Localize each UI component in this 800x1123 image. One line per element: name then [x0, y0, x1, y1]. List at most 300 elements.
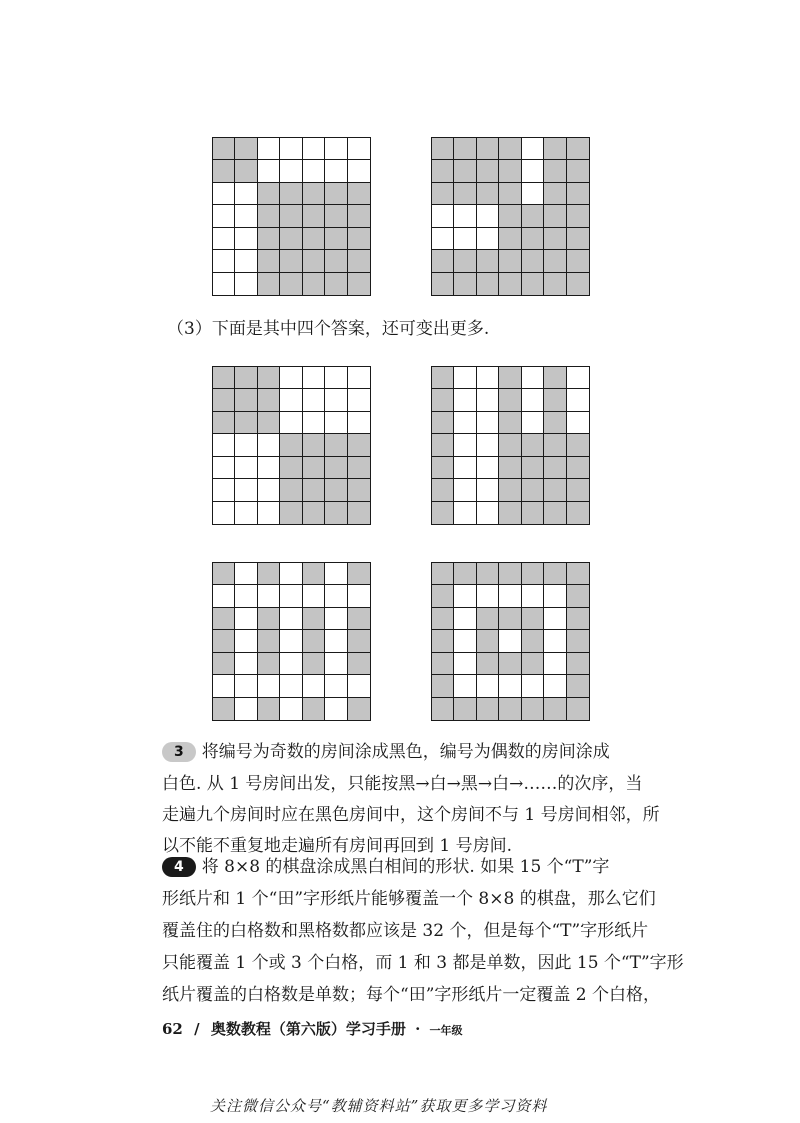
grid-cell-shaded	[303, 205, 325, 227]
grid-cell-shaded	[258, 608, 280, 630]
grid-cell-shaded	[258, 412, 280, 434]
grid-cell-shaded	[454, 138, 476, 160]
watermark-text: 关注微信公众号“教辅资料站”获取更多学习资料	[210, 1097, 548, 1115]
grid-cell-shaded	[567, 653, 589, 675]
grid-cell-blank	[303, 160, 325, 182]
grid-cell-blank	[567, 367, 589, 389]
para3-line-2: 白色. 从 1 号房间出发，只能按黑→白→黑→白→……的次序，当	[162, 774, 643, 794]
grid-cell-shaded	[303, 479, 325, 501]
grid-cell-shaded	[325, 250, 347, 272]
grid-cell-blank	[325, 608, 347, 630]
grid-cell-shaded	[499, 412, 521, 434]
grid-cell-blank	[454, 608, 476, 630]
grid-cell-shaded	[213, 630, 235, 652]
grid-cell-blank	[213, 250, 235, 272]
grid-cell-blank	[303, 412, 325, 434]
grid-cell-shaded	[432, 138, 454, 160]
grid-cell-blank	[325, 698, 347, 720]
grade-label: 一年级	[429, 1024, 463, 1037]
grid-cell-shaded	[303, 653, 325, 675]
grid-cell-shaded	[348, 563, 370, 585]
grid-cell-blank	[235, 479, 257, 501]
grid-cell-blank	[522, 389, 544, 411]
grid-cell-shaded	[499, 228, 521, 250]
grid-cell-shaded	[522, 457, 544, 479]
grid-cell-shaded	[499, 563, 521, 585]
grid-cell-shaded	[258, 367, 280, 389]
grid-cell-shaded	[303, 698, 325, 720]
grid-cell-shaded	[432, 608, 454, 630]
grid-cell-shaded	[544, 563, 566, 585]
grid-cell-shaded	[303, 228, 325, 250]
grid-cell-shaded	[477, 250, 499, 272]
grid-cell-shaded	[348, 630, 370, 652]
grid-cell-shaded	[522, 563, 544, 585]
grid-cell-shaded	[213, 608, 235, 630]
grid-cell-blank	[325, 563, 347, 585]
grid-cell-blank	[280, 412, 302, 434]
grid-cell-blank	[454, 412, 476, 434]
grid-cell-blank	[348, 138, 370, 160]
grid-cell-blank	[258, 138, 280, 160]
grid-cell-shaded	[544, 434, 566, 456]
para3-line-1	[162, 741, 610, 763]
grid-cell-shaded	[567, 675, 589, 697]
grid-figure-mid-right	[431, 366, 590, 525]
grid-cell-blank	[477, 585, 499, 607]
grid-cell-shaded	[499, 250, 521, 272]
para3-line-3: 走遍九个房间时应在黑色房间中，这个房间不与 1 号房间相邻，所	[162, 805, 660, 825]
grid-cell-blank	[454, 389, 476, 411]
grid-cell-blank	[325, 653, 347, 675]
grid-cell-shaded	[280, 205, 302, 227]
grid-cell-shaded	[432, 698, 454, 720]
grid-cell-blank	[235, 502, 257, 524]
grid-cell-shaded	[522, 434, 544, 456]
grid-figure-top-right	[431, 137, 590, 296]
grid-cell-shaded	[522, 608, 544, 630]
grid-cell-shaded	[235, 412, 257, 434]
grid-cell-shaded	[522, 698, 544, 720]
grid-cell-blank	[477, 675, 499, 697]
grid-cell-shaded	[454, 563, 476, 585]
grid-cell-shaded	[213, 389, 235, 411]
grid-cell-blank	[477, 389, 499, 411]
grid-cell-shaded	[567, 457, 589, 479]
grid-cell-shaded	[303, 273, 325, 295]
grid-cell-blank	[280, 675, 302, 697]
grid-cell-shaded	[303, 608, 325, 630]
grid-cell-shaded	[432, 183, 454, 205]
grid-cell-shaded	[567, 502, 589, 524]
para3-text-1: 将编号为奇数的房间涂成黑色，编号为偶数的房间涂成	[201, 742, 610, 762]
grid-cell-shaded	[432, 630, 454, 652]
grid-cell-blank	[280, 389, 302, 411]
grid-cell-shaded	[454, 698, 476, 720]
grid-cell-blank	[567, 389, 589, 411]
grid-cell-blank	[454, 205, 476, 227]
grid-cell-blank	[235, 585, 257, 607]
grid-cell-shaded	[325, 502, 347, 524]
grid-cell-shaded	[544, 457, 566, 479]
grid-cell-blank	[499, 675, 521, 697]
grid-cell-shaded	[303, 502, 325, 524]
grid-cell-shaded	[544, 412, 566, 434]
grid-cell-blank	[348, 160, 370, 182]
grid-cell-blank	[280, 698, 302, 720]
grid-cell-blank	[235, 653, 257, 675]
grid-cell-shaded	[522, 479, 544, 501]
grid-cell-shaded	[477, 138, 499, 160]
grid-figure-mid-left	[212, 366, 371, 525]
grid-cell-blank	[544, 585, 566, 607]
grid-cell-shaded	[499, 160, 521, 182]
answer-3-badge: 3	[162, 742, 196, 762]
grid-cell-blank	[258, 675, 280, 697]
grid-cell-blank	[454, 502, 476, 524]
grid-cell-shaded	[348, 228, 370, 250]
grid-cell-shaded	[432, 412, 454, 434]
grid-cell-shaded	[544, 479, 566, 501]
grid-cell-shaded	[258, 630, 280, 652]
grid-cell-blank	[235, 457, 257, 479]
grid-cell-blank	[235, 675, 257, 697]
grid-cell-shaded	[303, 183, 325, 205]
grid-cell-shaded	[544, 502, 566, 524]
grid-cell-shaded	[258, 698, 280, 720]
grid-cell-shaded	[499, 653, 521, 675]
grid-cell-blank	[544, 653, 566, 675]
grid-cell-blank	[303, 138, 325, 160]
para4-line-3: 覆盖住的白格数和黑格数都应该是 32 个，但是每个“T”字形纸片	[162, 921, 649, 941]
grid-cell-shaded	[477, 653, 499, 675]
grid-cell-shaded	[303, 457, 325, 479]
grid-cell-blank	[325, 675, 347, 697]
grid-cell-blank	[477, 412, 499, 434]
grid-cell-blank	[477, 228, 499, 250]
grid-cell-shaded	[280, 250, 302, 272]
grid-cell-blank	[235, 630, 257, 652]
grid-cell-blank	[280, 160, 302, 182]
grid-cell-shaded	[258, 653, 280, 675]
grid-cell-shaded	[477, 563, 499, 585]
grid-cell-blank	[303, 389, 325, 411]
grid-cell-shaded	[325, 205, 347, 227]
grid-cell-shaded	[213, 367, 235, 389]
grid-cell-shaded	[325, 273, 347, 295]
book-title: 奥数教程（第六版）学习手册	[210, 1020, 406, 1038]
grid-cell-shaded	[213, 412, 235, 434]
grid-cell-shaded	[348, 434, 370, 456]
para4-line-1	[162, 856, 609, 878]
grid-cell-shaded	[348, 273, 370, 295]
grid-cell-blank	[477, 502, 499, 524]
grid-cell-shaded	[499, 138, 521, 160]
grid-cell-shaded	[522, 273, 544, 295]
grid-cell-shaded	[258, 389, 280, 411]
grid-cell-blank	[522, 367, 544, 389]
grid-cell-blank	[325, 630, 347, 652]
grid-cell-blank	[258, 585, 280, 607]
grid-cell-shaded	[303, 563, 325, 585]
grid-cell-blank	[432, 205, 454, 227]
grid-cell-blank	[235, 698, 257, 720]
grid-cell-shaded	[454, 273, 476, 295]
grid-cell-shaded	[567, 563, 589, 585]
grid-cell-shaded	[280, 434, 302, 456]
grid-cell-blank	[348, 367, 370, 389]
grid-cell-shaded	[280, 228, 302, 250]
grid-cell-blank	[213, 502, 235, 524]
grid-cell-shaded	[499, 502, 521, 524]
grid-cell-shaded	[499, 479, 521, 501]
grid-cell-shaded	[432, 653, 454, 675]
grid-cell-blank	[477, 205, 499, 227]
grid-cell-shaded	[567, 585, 589, 607]
grid-cell-shaded	[522, 653, 544, 675]
grid-cell-blank	[454, 653, 476, 675]
grid-cell-shaded	[348, 502, 370, 524]
grid-cell-shaded	[348, 479, 370, 501]
grid-cell-shaded	[477, 630, 499, 652]
grid-cell-shaded	[567, 138, 589, 160]
grid-cell-shaded	[544, 698, 566, 720]
grid-cell-blank	[235, 563, 257, 585]
page-footer	[162, 1018, 463, 1039]
grid-cell-shaded	[280, 183, 302, 205]
answer-4-badge: 4	[162, 857, 196, 877]
grid-cell-shaded	[544, 138, 566, 160]
grid-cell-blank	[522, 138, 544, 160]
grid-cell-shaded	[325, 434, 347, 456]
grid-cell-blank	[477, 367, 499, 389]
grid-cell-shaded	[213, 160, 235, 182]
grid-cell-blank	[235, 608, 257, 630]
grid-cell-shaded	[499, 273, 521, 295]
grid-cell-shaded	[258, 563, 280, 585]
grid-cell-blank	[325, 412, 347, 434]
grid-cell-shaded	[477, 183, 499, 205]
grid-cell-blank	[499, 630, 521, 652]
grid-cell-blank	[544, 608, 566, 630]
grid-cell-shaded	[499, 389, 521, 411]
grid-cell-blank	[280, 630, 302, 652]
grid-cell-shaded	[544, 389, 566, 411]
grid-cell-blank	[303, 367, 325, 389]
grid-cell-blank	[522, 675, 544, 697]
grid-cell-shaded	[348, 608, 370, 630]
grid-cell-blank	[544, 675, 566, 697]
grid-cell-shaded	[432, 250, 454, 272]
grid-cell-blank	[522, 183, 544, 205]
grid-cell-shaded	[544, 160, 566, 182]
grid-cell-shaded	[567, 228, 589, 250]
grid-cell-shaded	[499, 205, 521, 227]
grid-cell-shaded	[522, 250, 544, 272]
grid-cell-shaded	[303, 630, 325, 652]
grid-cell-shaded	[567, 205, 589, 227]
grid-cell-shaded	[213, 653, 235, 675]
grid-cell-shaded	[477, 273, 499, 295]
grid-cell-shaded	[567, 608, 589, 630]
grid-cell-blank	[213, 675, 235, 697]
grid-cell-blank	[522, 585, 544, 607]
grid-cell-shaded	[280, 457, 302, 479]
grid-cell-blank	[258, 434, 280, 456]
grid-cell-blank	[235, 273, 257, 295]
grid-cell-shaded	[432, 675, 454, 697]
para4-line-4: 只能覆盖 1 个或 3 个白格，而 1 和 3 都是单数，因此 15 个“T”字形	[162, 953, 684, 973]
grid-cell-shaded	[348, 183, 370, 205]
grid-cell-shaded	[544, 367, 566, 389]
grid-cell-shaded	[499, 698, 521, 720]
footer-slash: /	[194, 1020, 200, 1038]
grid-cell-shaded	[499, 434, 521, 456]
grid-cell-shaded	[567, 160, 589, 182]
grid-cell-shaded	[499, 367, 521, 389]
grid-cell-shaded	[567, 273, 589, 295]
para4-line-2: 形纸片和 1 个“田”字形纸片能够覆盖一个 8×8 的棋盘，那么它们	[162, 889, 656, 909]
grid-cell-shaded	[522, 502, 544, 524]
grid-cell-shaded	[499, 457, 521, 479]
grid-cell-blank	[325, 138, 347, 160]
grid-cell-blank	[213, 183, 235, 205]
grid-cell-shaded	[432, 563, 454, 585]
grid-cell-shaded	[213, 563, 235, 585]
grid-figure-top-left	[212, 137, 371, 296]
grid-cell-shaded	[303, 250, 325, 272]
grid-cell-blank	[213, 434, 235, 456]
grid-cell-shaded	[280, 479, 302, 501]
page-number: 62	[162, 1020, 183, 1038]
grid-cell-shaded	[325, 457, 347, 479]
grid-cell-shaded	[454, 160, 476, 182]
grid-cell-shaded	[348, 457, 370, 479]
grid-cell-blank	[432, 228, 454, 250]
grid-cell-shaded	[477, 608, 499, 630]
grid-cell-shaded	[544, 205, 566, 227]
grid-cell-shaded	[432, 585, 454, 607]
grid-cell-shaded	[348, 653, 370, 675]
grid-cell-shaded	[348, 698, 370, 720]
grid-cell-shaded	[213, 698, 235, 720]
grid-cell-blank	[348, 675, 370, 697]
grid-cell-blank	[477, 479, 499, 501]
grid-cell-shaded	[567, 250, 589, 272]
grid-cell-shaded	[325, 228, 347, 250]
grid-cell-shaded	[432, 502, 454, 524]
grid-cell-blank	[348, 585, 370, 607]
grid-cell-shaded	[477, 698, 499, 720]
grid-figure-bottom-left	[212, 562, 371, 721]
grid-cell-blank	[235, 205, 257, 227]
grid-cell-shaded	[454, 250, 476, 272]
grid-cell-blank	[477, 434, 499, 456]
grid-cell-shaded	[258, 183, 280, 205]
grid-cell-shaded	[544, 183, 566, 205]
grid-cell-shaded	[258, 228, 280, 250]
grid-cell-blank	[303, 585, 325, 607]
grid-cell-shaded	[432, 389, 454, 411]
caption: （3）下面是其中四个答案，还可变出更多.	[167, 319, 490, 339]
grid-cell-shaded	[522, 205, 544, 227]
grid-cell-blank	[325, 585, 347, 607]
grid-cell-shaded	[499, 608, 521, 630]
grid-cell-shaded	[235, 389, 257, 411]
grid-cell-blank	[280, 367, 302, 389]
grid-cell-blank	[325, 389, 347, 411]
grid-cell-blank	[454, 367, 476, 389]
grid-cell-shaded	[432, 160, 454, 182]
grid-cell-blank	[348, 389, 370, 411]
grid-cell-shaded	[432, 457, 454, 479]
grid-cell-shaded	[235, 138, 257, 160]
grid-cell-shaded	[325, 479, 347, 501]
grid-cell-blank	[213, 273, 235, 295]
grid-cell-blank	[499, 585, 521, 607]
grid-cell-shaded	[432, 434, 454, 456]
grid-cell-blank	[280, 563, 302, 585]
grid-cell-blank	[454, 434, 476, 456]
grid-cell-blank	[258, 502, 280, 524]
grid-cell-shaded	[348, 205, 370, 227]
grid-cell-shaded	[258, 273, 280, 295]
grid-cell-shaded	[258, 205, 280, 227]
grid-cell-blank	[213, 205, 235, 227]
grid-cell-blank	[348, 412, 370, 434]
grid-cell-blank	[303, 675, 325, 697]
grid-cell-blank	[280, 138, 302, 160]
grid-cell-shaded	[544, 250, 566, 272]
grid-cell-blank	[213, 228, 235, 250]
grid-cell-shaded	[325, 183, 347, 205]
grid-cell-blank	[280, 608, 302, 630]
grid-cell-shaded	[280, 502, 302, 524]
grid-cell-shaded	[522, 228, 544, 250]
grid-cell-blank	[235, 250, 257, 272]
grid-cell-shaded	[567, 434, 589, 456]
grid-cell-blank	[235, 228, 257, 250]
grid-cell-blank	[325, 160, 347, 182]
grid-cell-shaded	[303, 434, 325, 456]
grid-cell-shaded	[280, 273, 302, 295]
grid-cell-blank	[454, 675, 476, 697]
grid-cell-shaded	[432, 479, 454, 501]
grid-cell-blank	[213, 585, 235, 607]
grid-cell-blank	[454, 457, 476, 479]
grid-cell-blank	[454, 630, 476, 652]
grid-cell-shaded	[499, 183, 521, 205]
grid-cell-blank	[280, 585, 302, 607]
grid-cell-blank	[325, 367, 347, 389]
grid-cell-blank	[477, 457, 499, 479]
grid-cell-shaded	[544, 273, 566, 295]
grid-cell-blank	[567, 412, 589, 434]
grid-cell-blank	[235, 434, 257, 456]
grid-cell-blank	[454, 479, 476, 501]
grid-cell-shaded	[348, 250, 370, 272]
grid-cell-shaded	[477, 160, 499, 182]
grid-cell-blank	[454, 228, 476, 250]
grid-cell-blank	[213, 479, 235, 501]
grid-cell-blank	[235, 183, 257, 205]
grid-cell-shaded	[454, 183, 476, 205]
grid-cell-shaded	[235, 160, 257, 182]
grid-cell-shaded	[432, 273, 454, 295]
grid-cell-shaded	[567, 183, 589, 205]
grid-cell-blank	[544, 630, 566, 652]
grid-cell-blank	[258, 479, 280, 501]
